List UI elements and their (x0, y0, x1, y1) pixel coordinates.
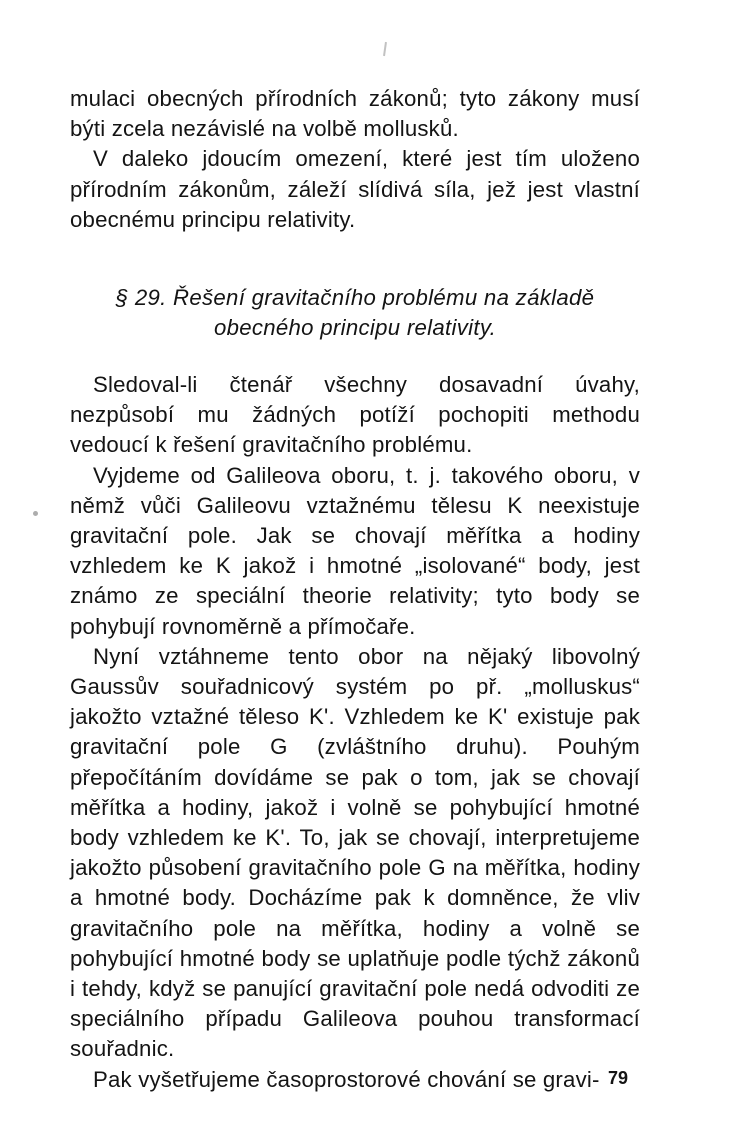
paragraph: V daleko jdoucím omezení, které jest tím uloženo přírodním zákonům, záleží slídivá síla, jež jest vlastní obecnému principu relativity. (70, 146, 640, 232)
main-text-block (70, 370, 640, 1095)
section-heading-line-1: § 29. Řešení gravitačního problému na základě (115, 285, 595, 310)
paragraph: Sledoval-li čtenář všechny dosavadní úvahy, nezpůsobí mu žádných potíží pochopiti methodu vedoucí k řešení gravitačního problému. (70, 372, 640, 458)
scan-mark (383, 42, 387, 56)
section-heading-line-2: obecného principu relativity. (213, 315, 497, 341)
paragraph: Pak vyšetřujeme časoprostorové chování se gravi- (93, 1066, 600, 1092)
paragraph: Nyní vztáhneme tento obor na nějaký libovolný Gaussův souřadnicový systém po př. „molluskus“ jakožto vztažné těleso K'. Vzhledem ke K' existuje pak gravitační pole G (zvláštního druhu). Pouhým přepočítáním dovídáme se pak o tom, jak se chovají měřítka a hodiny, jakož i volně se pohybující hmotné body vzhledem ke K'. To, jak se chovají, interpretujeme jakožto působení gravitačního pole G na měřítka, hodiny a hmotné body. Docházíme pak k domněnce, že vliv gravitačního pole na měřítka, hodiny a volně se pohybující hmotné body se uplatňuje podle týchž zákonů i tehdy, když se panující gravitační pole nedá odvoditi ze speciálního případu Galileova pouhou transformací souřadnic. (70, 643, 640, 1062)
top-text-block (70, 84, 640, 235)
paragraph-continuation: mulaci obecných přírodních zákonů; tyto zákony musí býti zcela nezávislé na volbě mollusků. (70, 86, 640, 142)
page-number: 79 (608, 1068, 629, 1088)
scan-dot (33, 511, 38, 516)
section-heading (70, 283, 640, 343)
paragraph: Vyjdeme od Galileova oboru, t. j. takového oboru, v němž vůči Galileovu vztažnému tělesu K neexistuje gravitační pole. Jak se chovají měřítka a hodiny vzhledem ke K jakož i hmotné „isolované“ body, jest známo ze speciální theorie relativity; tyto body se pohybují rovnoměrně a přímočaře. (70, 462, 640, 639)
